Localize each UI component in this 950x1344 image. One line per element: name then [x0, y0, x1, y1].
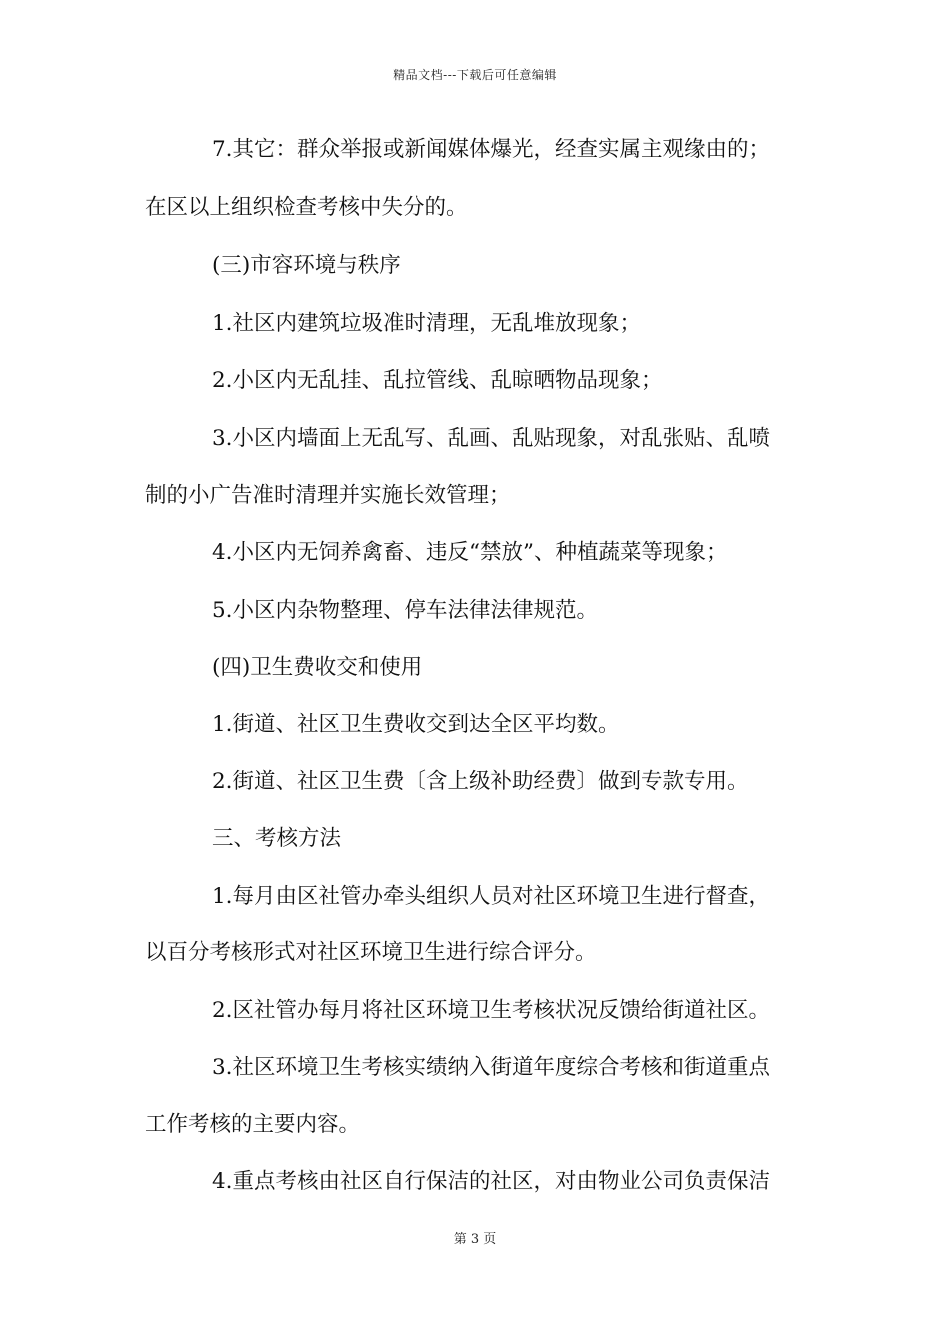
text-line: 1.每月由区社管办牵头组织人员对社区环境卫生进行督查，: [212, 884, 771, 909]
text-line: 4.小区内无饲养禽畜、违反“禁放”、种植蔬菜等现象；: [212, 540, 728, 565]
text-line: 2.小区内无乱挂、乱拉管线、乱晾晒物品现象；: [212, 368, 663, 393]
text-line: 制的小广告准时清理并实施长效管理；: [145, 483, 511, 508]
page-header: 精品文档---下载后可任意编辑: [393, 68, 557, 82]
text-line: 4.重点考核由社区自行保洁的社区，对由物业公司负责保洁: [212, 1169, 771, 1194]
text-line: 3.小区内墙面上无乱写、乱画、乱贴现象，对乱张贴、乱喷: [212, 426, 771, 451]
page-number: 第 3 页: [453, 1232, 497, 1247]
text-line: (三)市容环境与秩序: [212, 253, 401, 278]
text-line: 7.其它：群众举报或新闻媒体爆光，经查实属主观缘由的；: [212, 137, 771, 162]
text-line: 三、考核方法: [212, 826, 342, 851]
text-line: 在区以上组织检查考核中失分的。: [145, 195, 468, 220]
text-line: 1.街道、社区卫生费收交到达全区平均数。: [212, 712, 620, 737]
text-line: (四)卫生费收交和使用: [212, 655, 423, 680]
text-line: 工作考核的主要内容。: [145, 1112, 361, 1137]
text-line: 5.小区内杂物整理、停车法律法律规范。: [212, 598, 599, 623]
text-line: 以百分考核形式对社区环境卫生进行综合评分。: [145, 940, 597, 965]
text-line: 3.社区环境卫生考核实绩纳入街道年度综合考核和街道重点: [212, 1055, 771, 1080]
text-line: 1.社区内建筑垃圾准时清理，无乱堆放现象；: [212, 311, 642, 336]
text-line: 2.街道、社区卫生费〔含上级补助经费〕做到专款专用。: [212, 769, 749, 794]
text-line: 2.区社管办每月将社区环境卫生考核状况反馈给街道社区。: [212, 998, 771, 1023]
